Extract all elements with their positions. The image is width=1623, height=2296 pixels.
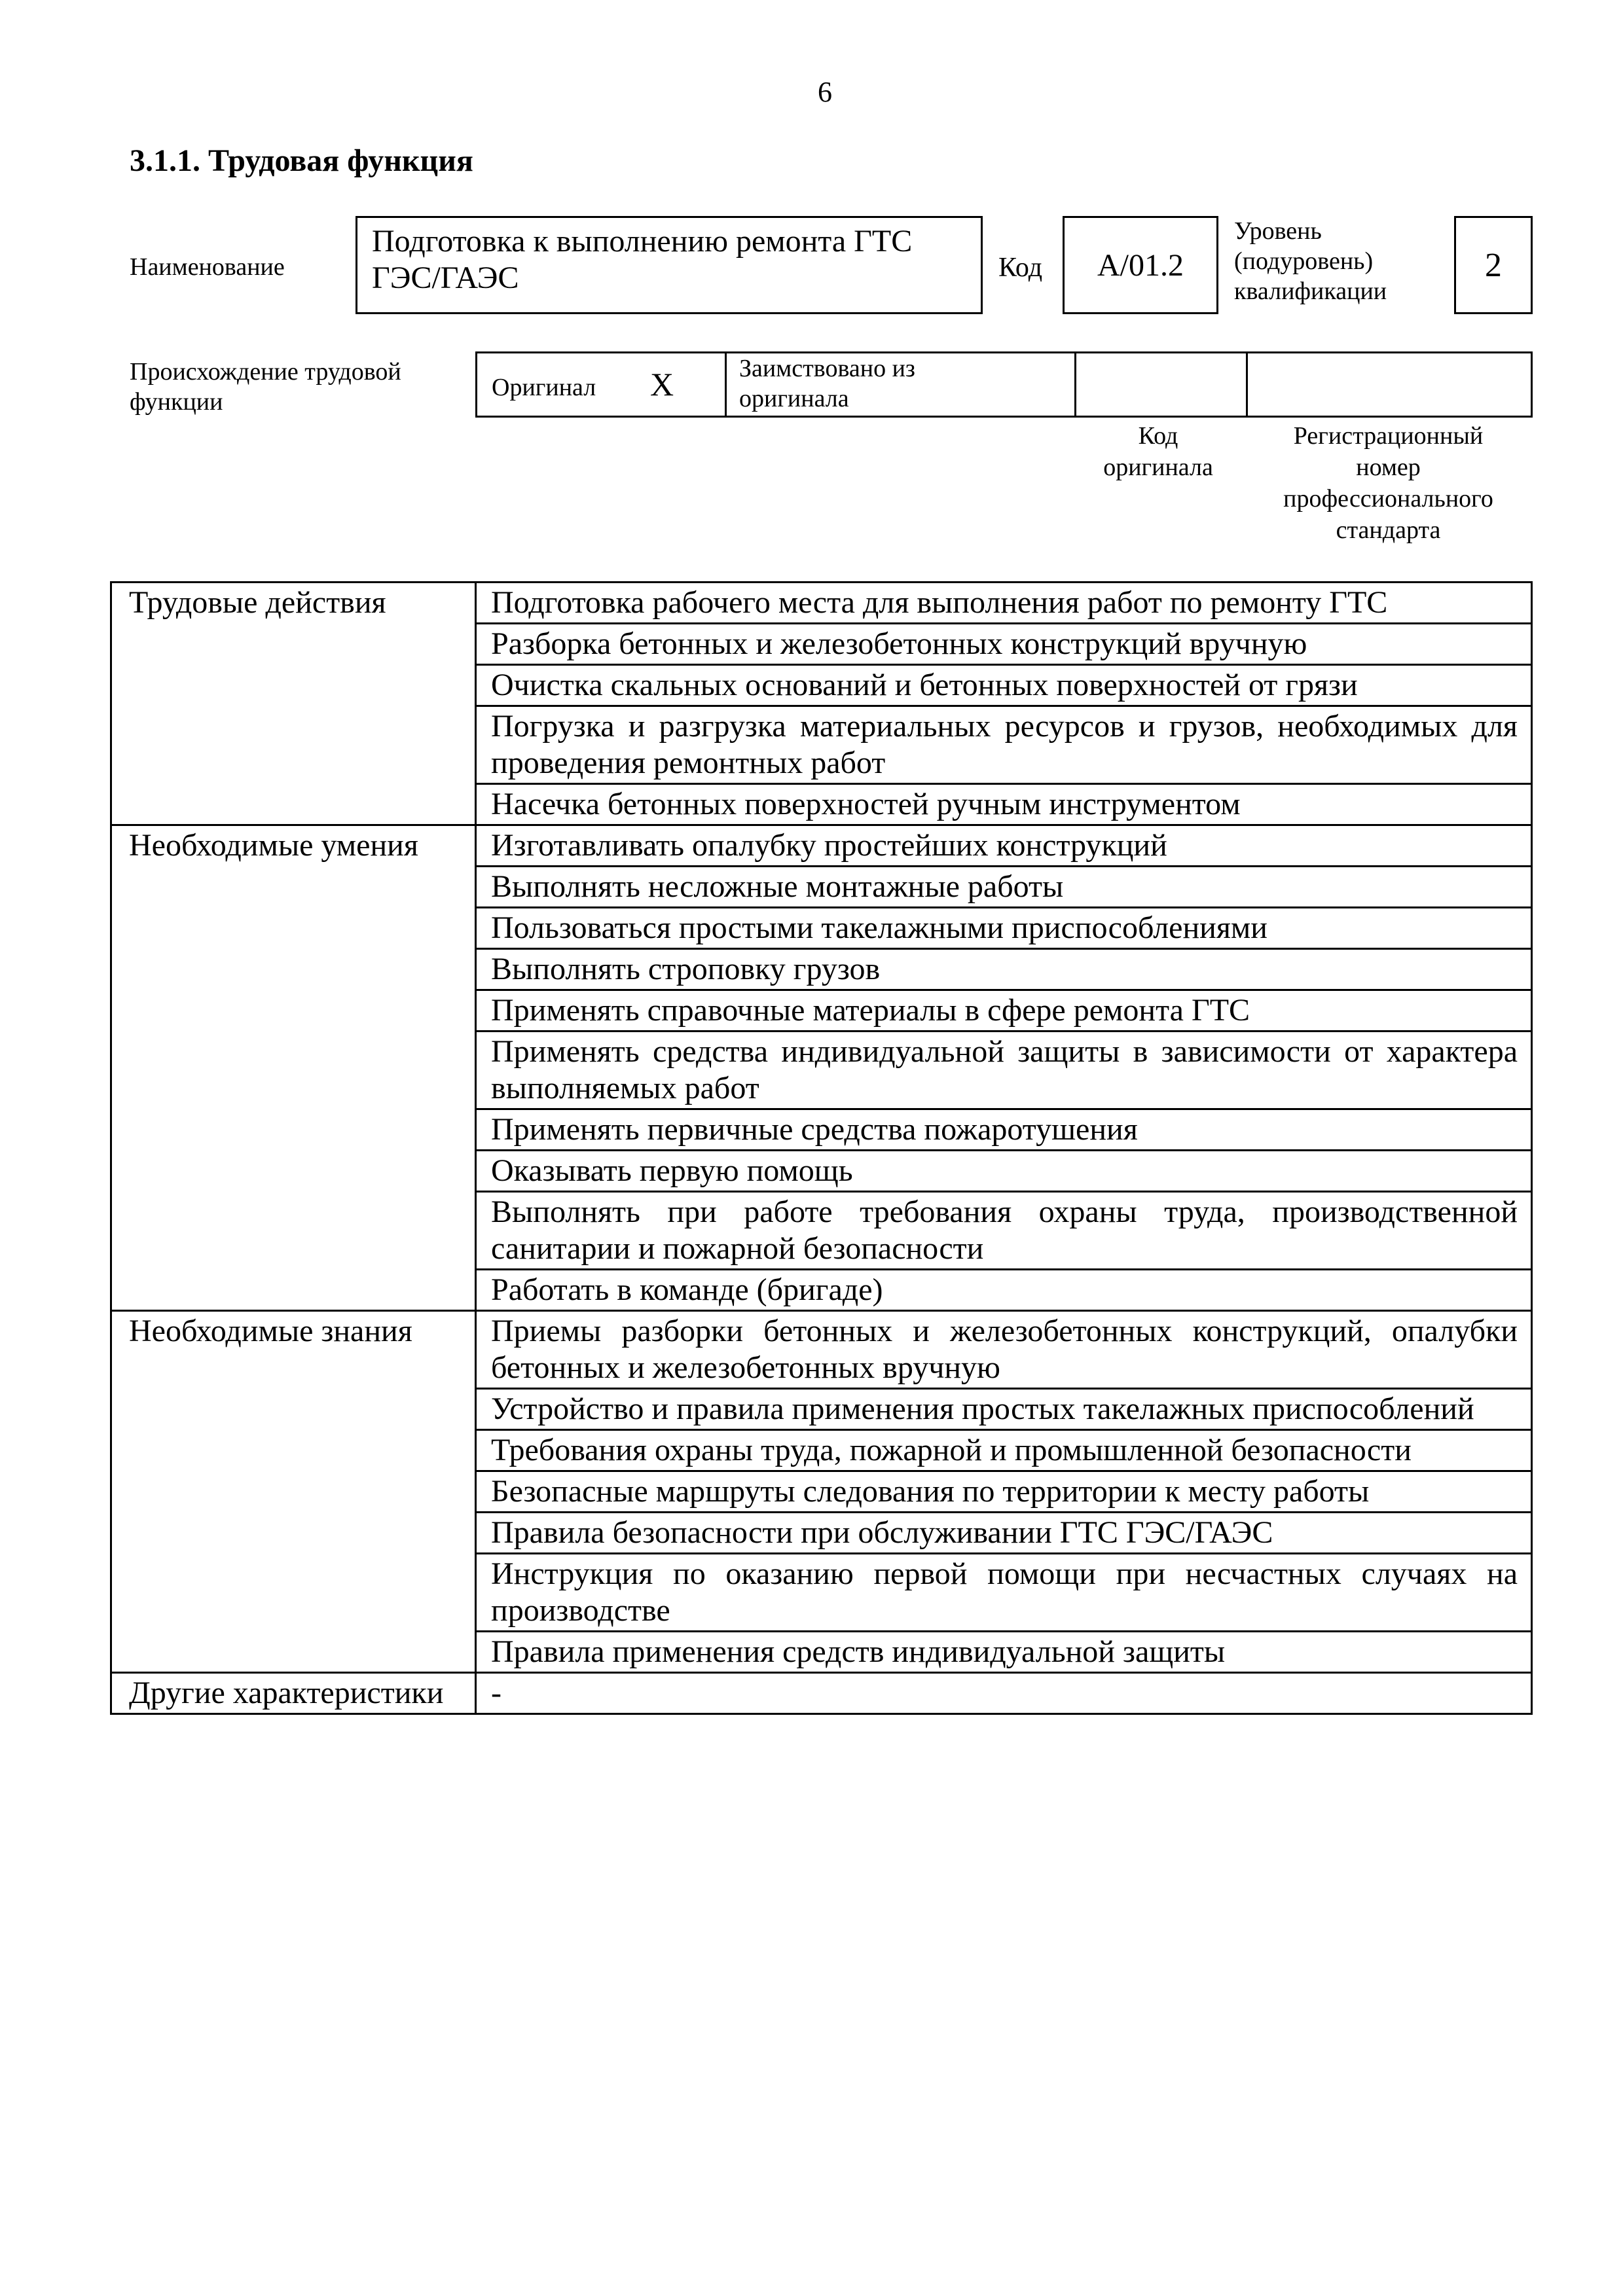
caption-original-code: [1072, 420, 1244, 483]
level-value-box: [1454, 216, 1533, 314]
code-value-box: [1063, 216, 1218, 314]
original-code-cell: [1074, 353, 1248, 416]
name-value: Подготовка к выполнению ремонта ГТС ГЭС/ГАЭС: [372, 224, 913, 295]
item-cell: Требования охраны труда, пожарной и промышленной безопасности: [476, 1430, 1532, 1471]
item-cell: Оказывать первую помощь: [476, 1151, 1532, 1192]
labor-function-table: [110, 581, 1533, 1715]
item-cell: Выполнять строповку грузов: [476, 949, 1532, 990]
item-cell: Приемы разборки бетонных и железобетонных конструкций, опалубки бетонных и железобетонных вручную: [476, 1311, 1532, 1389]
item-cell: Разборка бетонных и железобетонных конструкций вручную: [476, 624, 1532, 665]
item-cell: Применять средства индивидуальной защиты в зависимости от характера выполняемых работ: [476, 1031, 1532, 1109]
level-label-line: квалификации: [1234, 278, 1387, 305]
item-cell: Правила безопасности при обслуживании ГТС ГЭС/ГАЭС: [476, 1513, 1532, 1554]
origin-table: [475, 351, 1533, 418]
caption-line: Код: [1138, 422, 1178, 450]
item-cell: Погрузка и разгрузка материальных ресурсов и грузов, необходимых для проведения ремонтных работ: [476, 706, 1532, 784]
name-value-box: [356, 216, 983, 314]
item-cell: Подготовка рабочего места для выполнения работ по ремонту ГТС: [476, 583, 1532, 624]
item-cell: Правила применения средств индивидуальной защиты: [476, 1632, 1532, 1673]
borrowed-label-line: оригинала: [739, 385, 849, 412]
original-mark: X: [650, 366, 674, 403]
borrowed-label-line: Заимствовано из: [739, 355, 915, 382]
item-cell: Инструкция по оказанию первой помощи при несчастных случаях на производстве: [476, 1554, 1532, 1632]
caption-line: номер: [1356, 454, 1421, 481]
table-row: [111, 825, 1532, 867]
level-label-line: (подуровень): [1234, 247, 1374, 275]
item-cell: Выполнять несложные монтажные работы: [476, 867, 1532, 908]
page-number: 6: [818, 76, 832, 108]
item-cell: Устройство и правила применения простых такелажных приспособлений: [476, 1389, 1532, 1430]
item-cell: Безопасные маршруты следования по территории к месту работы: [476, 1471, 1532, 1513]
table-row: [111, 1311, 1532, 1389]
caption-line: Регистрационный: [1293, 422, 1484, 450]
item-cell: Применять первичные средства пожаротушения: [476, 1109, 1532, 1151]
caption-line: профессионального: [1283, 485, 1493, 512]
original-label: Оригинал: [492, 374, 596, 401]
caption-line: оригинала: [1103, 454, 1213, 481]
original-cell: [477, 353, 727, 416]
table-row: [111, 1673, 1532, 1714]
category-cell: Другие характеристики: [111, 1673, 476, 1714]
level-label-line: Уровень: [1234, 217, 1322, 245]
item-cell: Насечка бетонных поверхностей ручным инструментом: [476, 784, 1532, 825]
caption-line: стандарта: [1336, 516, 1441, 544]
item-cell: Применять справочные материалы в сфере ремонта ГТС: [476, 990, 1532, 1031]
table-row: [111, 583, 1532, 624]
code-value: А/01.2: [1097, 247, 1184, 283]
origin-label-line: Происхождение трудовой: [130, 358, 401, 386]
origin-label: [130, 357, 401, 417]
code-label: Код: [998, 253, 1043, 283]
borrowed-cell: [725, 353, 1076, 416]
item-cell: Пользоваться простыми такелажными приспособлениями: [476, 908, 1532, 949]
item-cell: Очистка скальных оснований и бетонных поверхностей от грязи: [476, 665, 1532, 706]
category-cell: Необходимые умения: [111, 825, 476, 1311]
level-value: 2: [1485, 246, 1502, 284]
caption-registration-number: [1244, 420, 1533, 546]
item-cell: -: [476, 1673, 1532, 1714]
category-cell: Необходимые знания: [111, 1311, 476, 1673]
item-cell: Выполнять при работе требования охраны труда, производственной санитарии и пожарной безопасности: [476, 1192, 1532, 1270]
item-cell: Изготавливать опалубку простейших конструкций: [476, 825, 1532, 867]
section-heading: 3.1.1. Трудовая функция: [130, 143, 473, 178]
name-label: Наименование: [130, 253, 285, 281]
category-cell: Трудовые действия: [111, 583, 476, 825]
origin-label-line: функции: [130, 388, 223, 416]
qualification-level-label: [1234, 216, 1387, 306]
registration-number-cell: [1246, 353, 1531, 416]
item-cell: Работать в команде (бригаде): [476, 1270, 1532, 1311]
